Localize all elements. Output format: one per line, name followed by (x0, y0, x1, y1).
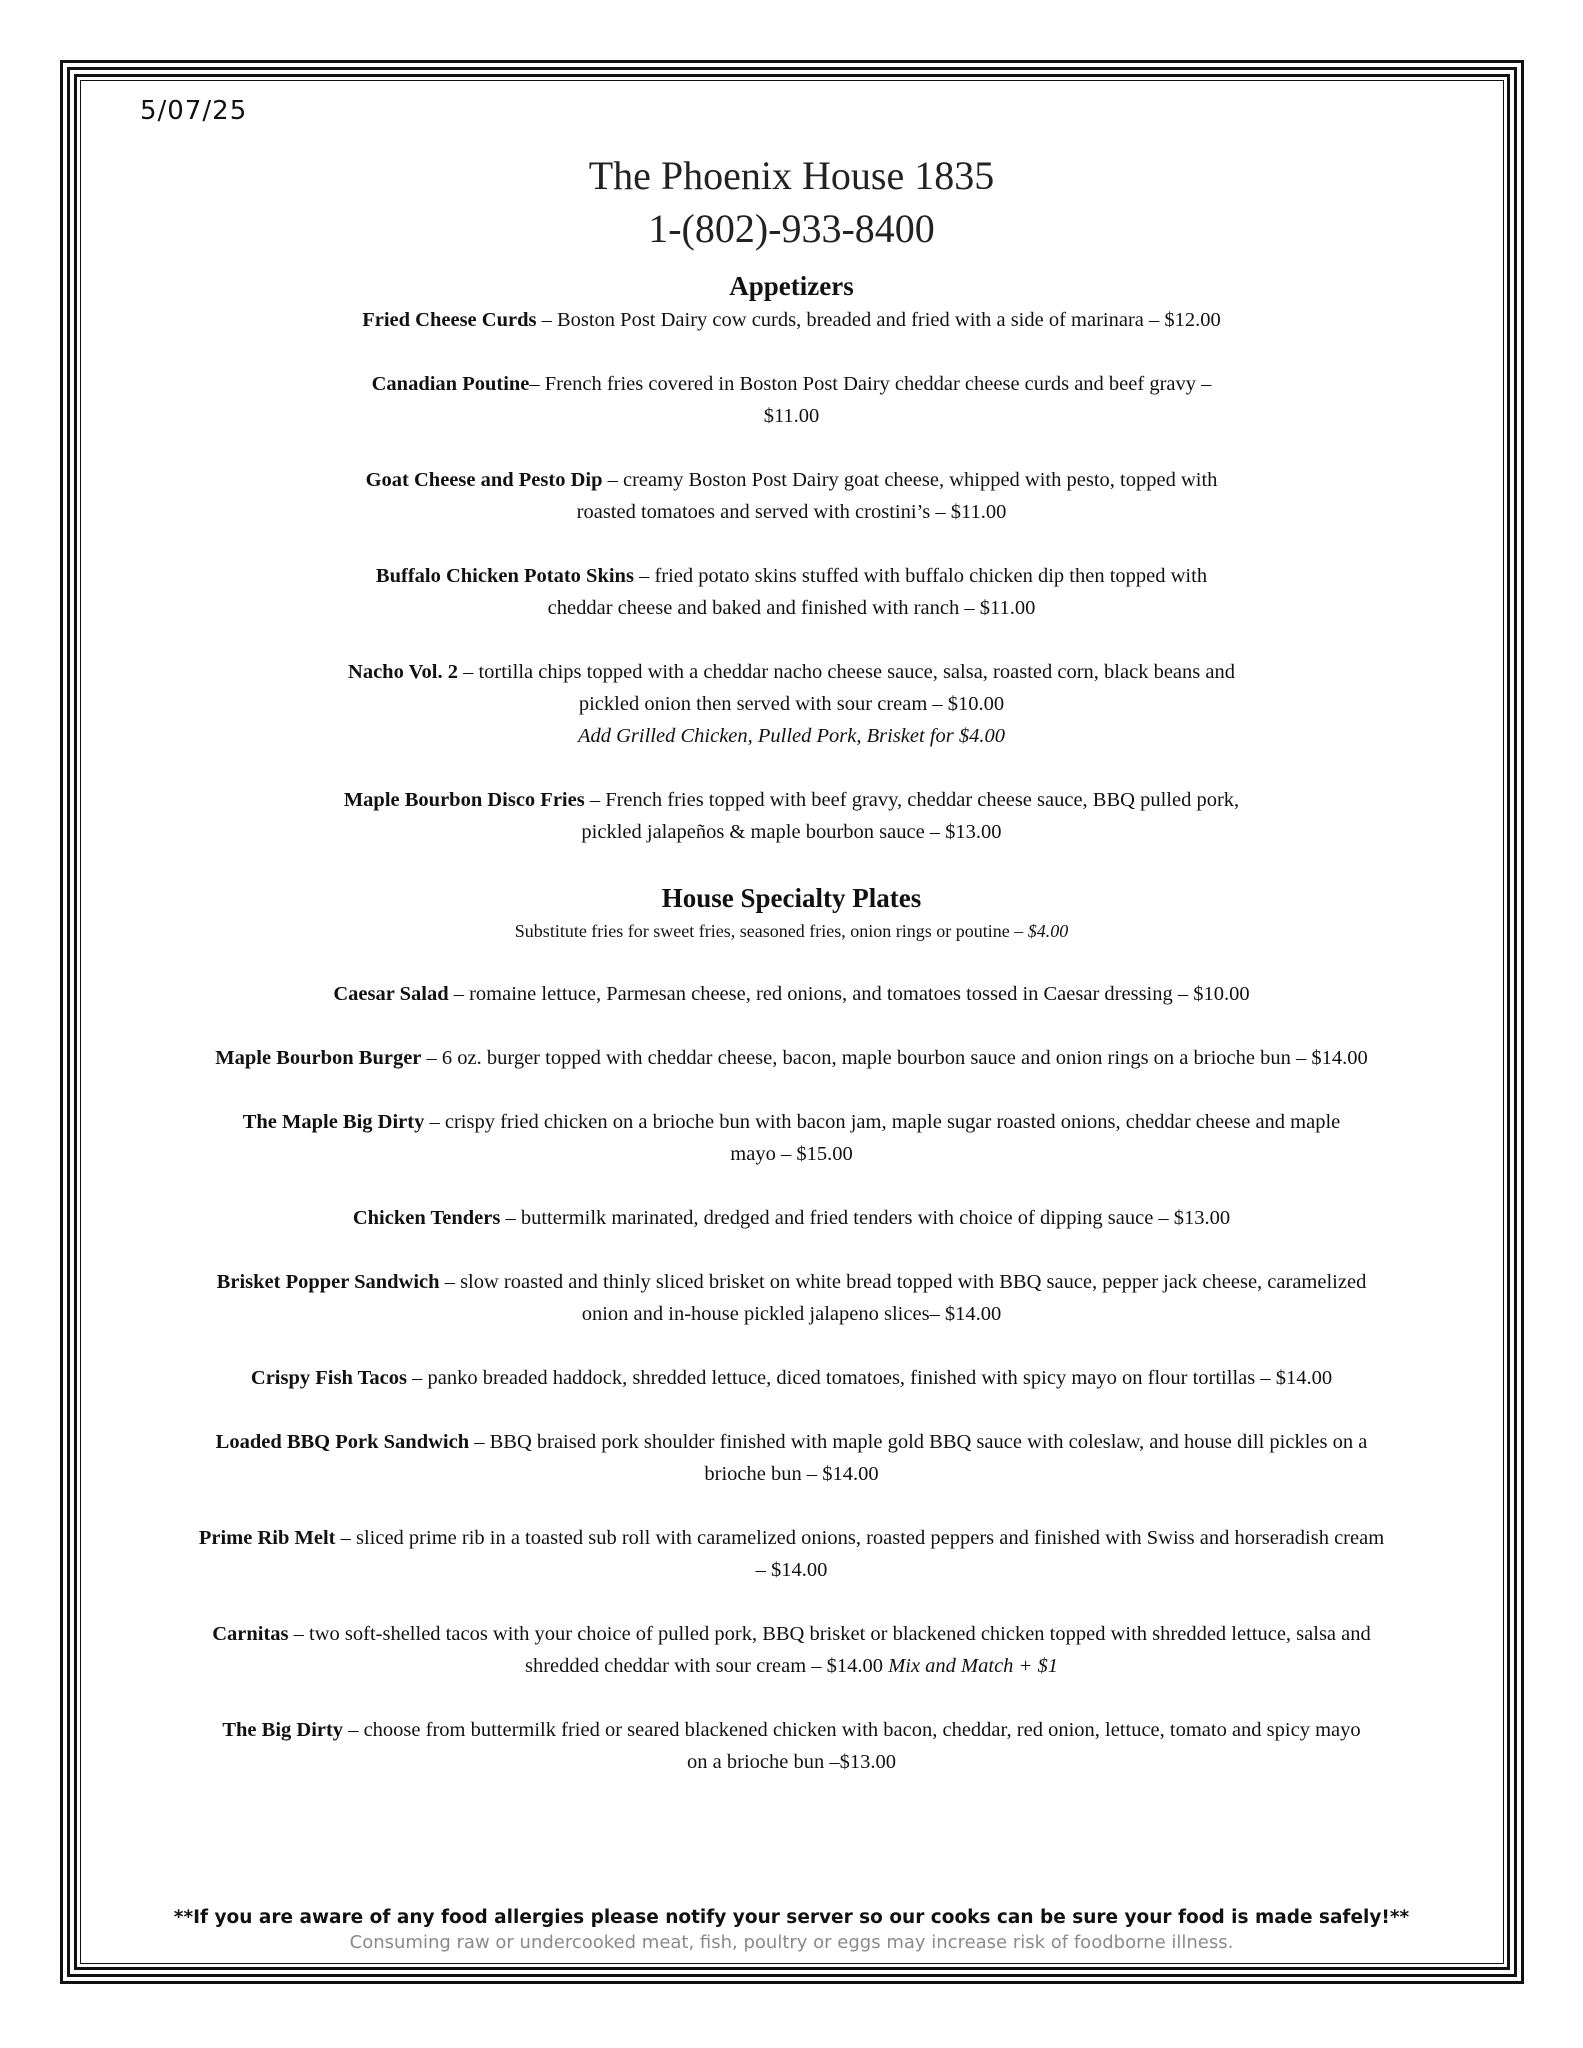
note-price: $4.00 (1027, 921, 1069, 941)
item-description: – buttermilk marinated, dredged and fried tenders with choice of dipping sauce – $13.00 (500, 1207, 1231, 1229)
restaurant-phone: 1-(802)-933-8400 (648, 206, 935, 251)
menu-item (342, 656, 1242, 752)
item-description: – choose from buttermilk fried or seared blackened chicken with bacon, cheddar, red onion, lettuce, tomato and spicy mayo on a brioche bun –$13.00 (343, 1719, 1361, 1773)
menu-item (192, 1042, 1392, 1074)
item-description: – BBQ braised pork shoulder finished with maple gold BBQ sauce with coleslaw, and house dill pickles on a brioche bun – $14.00 (469, 1431, 1368, 1485)
note-text: Substitute fries for sweet fries, seasoned fries, onion rings or poutine – (514, 921, 1028, 941)
plates-list (100, 978, 1483, 1778)
appetizers-list (100, 304, 1483, 848)
item-name: Chicken Tenders (352, 1207, 501, 1229)
item-description: – French fries topped with beef gravy, cheddar cheese sauce, BBQ pulled pork, pickled jalapeños & maple bourbon sauce – $13.00 (581, 789, 1240, 843)
menu-item (192, 1426, 1392, 1490)
plates-substitution-note (100, 916, 1483, 946)
item-name: Maple Bourbon Burger (215, 1047, 422, 1069)
item-description: – romaine lettuce, Parmesan cheese, red onions, and tomatoes tossed in Caesar dressing – $10.00 (448, 983, 1250, 1005)
item-name: The Maple Big Dirty (242, 1111, 425, 1133)
appetizers-heading: Appetizers (729, 271, 854, 301)
menu-item (182, 1618, 1402, 1682)
item-description: – sliced prime rib in a toasted sub roll with caramelized onions, roasted peppers and finished with Swiss and horseradish cream – $14.00 (335, 1527, 1385, 1581)
item-name: Fried Cheese Curds (362, 309, 537, 331)
item-name: Prime Rib Melt (198, 1527, 336, 1549)
item-description: – creamy Boston Post Dairy goat cheese, whipped with pesto, topped with roasted tomatoes and served with crostini’s – $11.00 (576, 469, 1218, 523)
item-description: – fried potato skins stuffed with buffalo chicken dip then topped with cheddar cheese and baked and finished with ranch – $11.00 (547, 565, 1208, 619)
item-name: Goat Cheese and Pesto Dip (365, 469, 603, 491)
menu-item (342, 464, 1242, 528)
item-extra-note: Mix and Match + $1 (888, 1655, 1059, 1677)
item-name: The Big Dirty (222, 1719, 344, 1741)
menu-item (182, 1202, 1402, 1234)
restaurant-name: The Phoenix House 1835 (588, 153, 995, 198)
item-name: Buffalo Chicken Potato Skins (375, 565, 634, 587)
menu-item (342, 560, 1242, 624)
menu-item (342, 784, 1242, 848)
menu-content (100, 150, 1483, 1810)
item-description: – French fries covered in Boston Post Dairy cheddar cheese curds and beef gravy – $11.00 (529, 373, 1212, 427)
allergy-notice: **If you are aware of any food allergies please notify your server so our cooks can be sure your food is made safely!** (173, 1907, 1410, 1928)
item-name: Maple Bourbon Disco Fries (343, 789, 585, 811)
menu-item (192, 1522, 1392, 1586)
menu-item (182, 978, 1402, 1010)
item-description: – two soft-shelled tacos with your choice of pulled pork, BBQ brisket or blackened chicken topped with shredded lettuce, salsa and shredded cheddar with sour cream – $14.00 (288, 1623, 1371, 1677)
item-name: Carnitas (212, 1623, 289, 1645)
menu-item (212, 1266, 1372, 1330)
item-description: – slow roasted and thinly sliced brisket on white bread topped with BBQ sauce, pepper jack cheese, caramelized onion and in-house pickled jalapeno slices– $14.00 (439, 1271, 1367, 1325)
item-name: Canadian Poutine (371, 373, 530, 395)
menu-item (342, 368, 1242, 432)
menu-item (222, 1106, 1362, 1170)
menu-item (212, 1362, 1372, 1394)
menu-date: 5/07/25 (140, 96, 248, 126)
item-name: Crispy Fish Tacos (250, 1367, 407, 1389)
item-description: – tortilla chips topped with a cheddar nacho cheese sauce, salsa, roasted corn, black beans and pickled onion then served with sour cream – $10.00 (457, 661, 1235, 715)
plates-heading: House Specialty Plates (661, 883, 922, 913)
item-description: – 6 oz. burger topped with cheddar cheese, bacon, maple bourbon sauce and onion rings on a brioche bun – $14.00 (421, 1047, 1368, 1069)
item-name: Brisket Popper Sandwich (216, 1271, 440, 1293)
item-name: Nacho Vol. 2 (348, 661, 458, 683)
item-name: Caesar Salad (333, 983, 449, 1005)
menu-item (212, 1714, 1372, 1778)
menu-item (342, 304, 1242, 336)
item-description: – crispy fried chicken on a brioche bun with bacon jam, maple sugar roasted onions, cheddar cheese and maple mayo – $15.00 (424, 1111, 1341, 1165)
consumer-advisory: Consuming raw or undercooked meat, fish, poultry or eggs may increase risk of foodborne illness. (349, 1932, 1234, 1953)
item-addon-note: Add Grilled Chicken, Pulled Pork, Brisket for $4.00 (577, 725, 1005, 747)
item-description: – panko breaded haddock, shredded lettuce, diced tomatoes, finished with spicy mayo on flour tortillas – $14.00 (406, 1367, 1333, 1389)
item-description: – Boston Post Dairy cow curds, breaded and fried with a side of marinara – $12.00 (536, 309, 1221, 331)
item-name: Loaded BBQ Pork Sandwich (215, 1431, 470, 1453)
